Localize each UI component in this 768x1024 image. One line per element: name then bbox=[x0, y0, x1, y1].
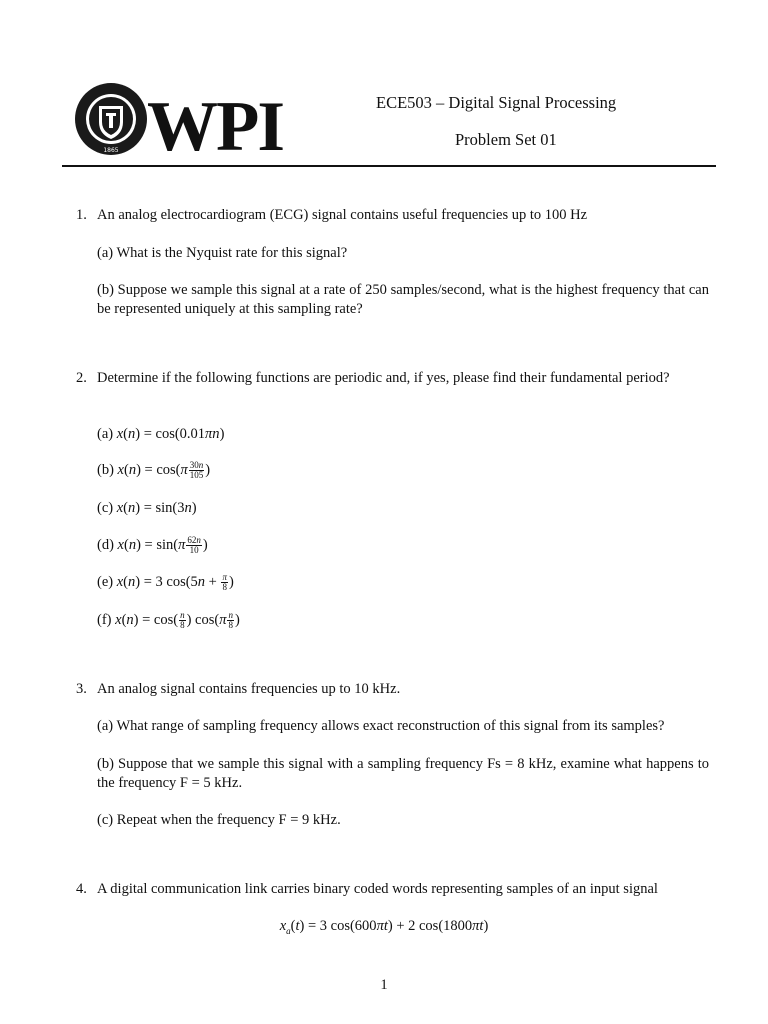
problem-2b: (b) x(n) = cos(π $\frac{30n}{105}$ ) bbox=[97, 460, 211, 481]
problem-2d-label: (d) bbox=[97, 537, 114, 553]
problem-1a: (a) What is the Nyquist rate for this signal? bbox=[97, 245, 348, 261]
svg-text:1865: 1865 bbox=[103, 147, 119, 154]
wpi-seal-icon bbox=[70, 82, 300, 158]
problem-2-number: 2. bbox=[76, 370, 87, 386]
problem-2c-label: (c) bbox=[97, 500, 114, 516]
problem-2e-label: (e) bbox=[97, 574, 114, 590]
problem-1-number: 1. bbox=[76, 207, 87, 223]
problem-3a: (a) What range of sampling frequency allows exact reconstruction of this signal from its samples? bbox=[97, 718, 665, 734]
problem-4-equation: $x_a(t) = 3$ cos(600πt) + 2 cos(1800πt) bbox=[279, 918, 489, 936]
wpi-wordmark: WPI bbox=[147, 88, 283, 158]
problem-2a-label: (a) bbox=[97, 426, 114, 442]
problem-3-text: An analog signal contains frequencies up to 10 kHz. bbox=[97, 681, 401, 697]
problem-2e: (e) x(n) = 3 cos(5n + $\frac{\pi}{8}$ ) bbox=[97, 572, 234, 593]
problem-1b: (b) Suppose we sample this signal at a rate of 250 samples/second, what is the highest frequency that can be represented uniquely at this sampling rate? bbox=[97, 282, 709, 317]
problem-2f-label: (f) bbox=[97, 612, 112, 628]
problem-2c: (c) x(n) = sin(3n) bbox=[97, 500, 197, 516]
problem-2d: (d) x(n) = sin(π $\frac{62n}{10}$ ) bbox=[97, 535, 208, 556]
problem-2-text: Determine if the following functions are periodic and, if yes, please find their fundamental period? bbox=[97, 370, 670, 386]
problem-2f: (f) x(n) = cos( $\frac{n}{8}$ ) cos(π $\frac{n}{8}$ ) bbox=[97, 610, 240, 631]
problem-3b: (b) Suppose that we sample this signal with a sampling frequency Fs = 8 kHz, examine what happens to the frequency F = 5 kHz. bbox=[97, 756, 709, 791]
problem-2b-label: (b) bbox=[97, 462, 114, 478]
doc-title: Problem Set 01 bbox=[455, 130, 557, 149]
problem-3c: (c) Repeat when the frequency F = 9 kHz. bbox=[97, 812, 341, 828]
problem-4-number: 4. bbox=[76, 881, 87, 897]
page-number: 1 bbox=[380, 977, 388, 993]
problem-4-text: A digital communication link carries binary coded words representing samples of an input signal bbox=[97, 881, 658, 897]
header-rule bbox=[62, 165, 716, 167]
problem-3-number: 3. bbox=[76, 681, 87, 697]
wpi-logo bbox=[70, 82, 300, 158]
course-title: ECE503 – Digital Signal Processing bbox=[376, 93, 617, 112]
problem-2a: (a) x(n) = cos(0.01πn) bbox=[97, 426, 225, 442]
problem-1-text: An analog electrocardiogram (ECG) signal contains useful frequencies up to 100 Hz bbox=[97, 207, 588, 223]
